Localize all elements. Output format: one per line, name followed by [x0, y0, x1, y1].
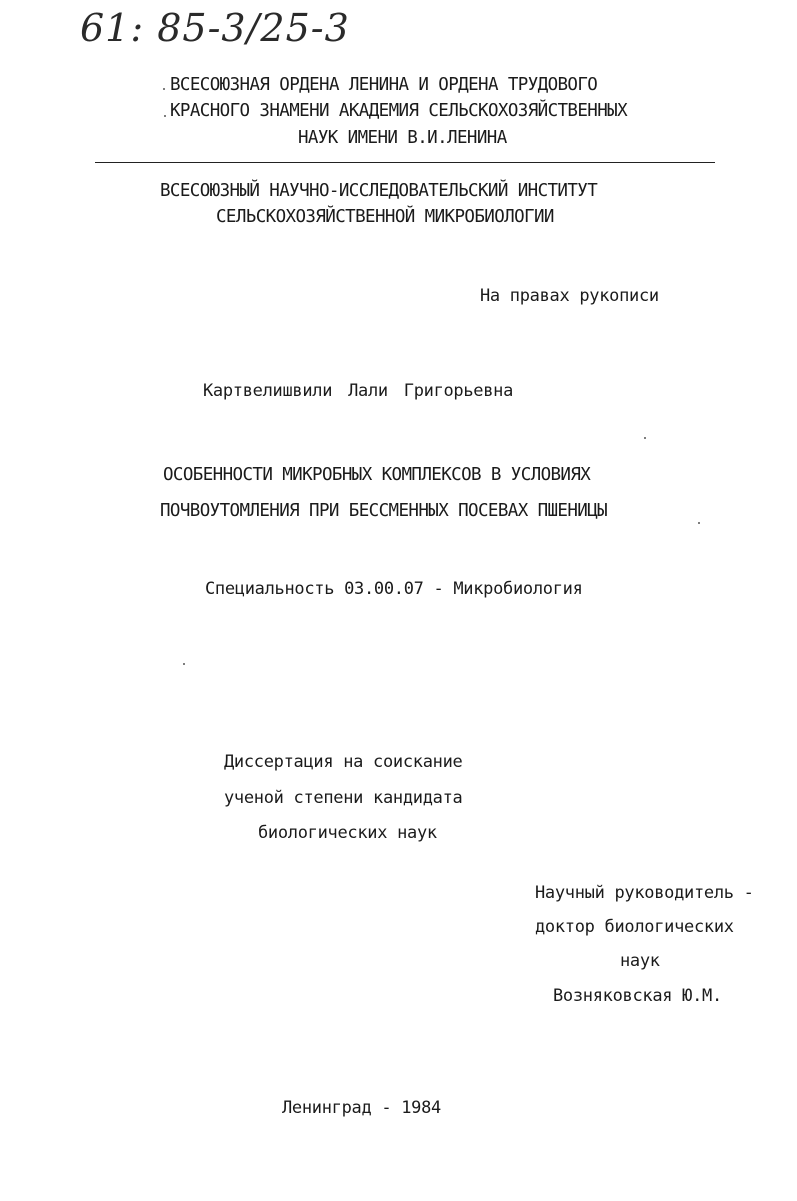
- scan-speck: [163, 88, 165, 90]
- supervisor-name: Возняковская Ю.М.: [553, 986, 722, 1006]
- supervisor-line-1: Научный руководитель -: [535, 883, 754, 903]
- supervisor-line-2: доктор биологических: [535, 917, 734, 937]
- institute-line-1: ВСЕСОЮЗНЫЙ НАУЧНО-ИССЛЕДОВАТЕЛЬСКИЙ ИНСТИТУТ: [160, 181, 598, 201]
- academy-line-2: КРАСНОГО ЗНАМЕНИ АКАДЕМИЯ СЕЛЬСКОХОЗЯЙСТВЕННЫХ: [170, 101, 628, 121]
- academy-line-3: НАУК ИМЕНИ В.И.ЛЕНИНА: [298, 128, 507, 148]
- title-line-2: ПОЧВОУТОМЛЕНИЯ ПРИ БЕССМЕННЫХ ПОСЕВАХ ПШЕНИЦЫ: [160, 501, 608, 521]
- manuscript-note: На правах рукописи: [480, 286, 659, 306]
- archive-mark: 61: 85-3/25-3: [80, 6, 350, 50]
- scan-speck: [183, 663, 185, 665]
- specialty: Специальность 03.00.07 - Микробиология: [205, 579, 583, 599]
- title-line-1: ОСОБЕННОСТИ МИКРОБНЫХ КОМПЛЕКСОВ В УСЛОВИЯХ: [163, 465, 591, 485]
- institute-line-2: СЕЛЬСКОХОЗЯЙСТВЕННОЙ МИКРОБИОЛОГИИ: [216, 207, 554, 227]
- academy-line-1: ВСЕСОЮЗНАЯ ОРДЕНА ЛЕНИНА И ОРДЕНА ТРУДОВОГО: [170, 75, 598, 95]
- dissertation-line-1: Диссертация на соискание: [224, 752, 463, 772]
- header-divider: [95, 162, 715, 163]
- place-year: Ленинград - 1984: [282, 1098, 441, 1118]
- dissertation-line-2: ученой степени кандидата: [224, 788, 463, 808]
- scan-speck: [698, 522, 700, 524]
- scan-speck: [164, 115, 166, 117]
- scan-speck: [644, 437, 646, 439]
- supervisor-line-3: наук: [620, 951, 660, 971]
- dissertation-line-3: биологических наук: [258, 823, 437, 843]
- author-name: Картвелишвили Лали Григорьевна: [203, 381, 514, 401]
